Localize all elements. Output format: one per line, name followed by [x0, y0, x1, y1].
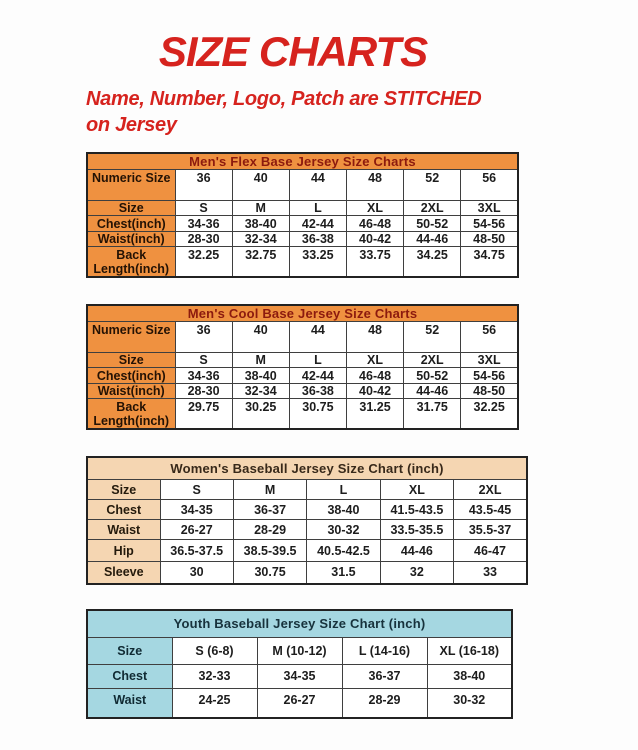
size-table — [86, 456, 528, 585]
size-table — [86, 609, 513, 720]
table-row — [87, 480, 527, 500]
size-value-cell: 34.25 — [404, 247, 461, 278]
table-title: Women's Baseball Jersey Size Chart (inch) — [87, 457, 527, 480]
table-title: Men's Cool Base Jersey Size Charts — [87, 305, 518, 322]
size-value-cell: 32.25 — [461, 399, 518, 430]
size-value-cell: 30.75 — [289, 399, 346, 430]
size-value-cell: 36-37 — [233, 500, 306, 520]
table-row — [87, 500, 527, 520]
size-value-cell: 50-52 — [404, 216, 461, 232]
size-value-cell: 38-40 — [427, 664, 512, 688]
row-label: Size — [87, 480, 160, 500]
table-row — [87, 368, 518, 384]
size-table — [86, 152, 519, 278]
size-value-cell: XL — [380, 480, 453, 500]
size-value-cell: S — [160, 480, 233, 500]
size-value-cell: 29.75 — [175, 399, 232, 430]
table-row — [87, 399, 518, 430]
size-value-cell: 34-36 — [175, 368, 232, 384]
size-value-cell: 50-52 — [404, 368, 461, 384]
size-value-cell: 32-34 — [232, 232, 289, 247]
size-value-cell: M — [232, 353, 289, 368]
size-value-cell: 34-35 — [160, 500, 233, 520]
table-title: Youth Baseball Jersey Size Chart (inch) — [87, 610, 512, 638]
size-value-cell: 43.5-45 — [454, 500, 527, 520]
size-value-cell: 36.5-37.5 — [160, 540, 233, 562]
size-value-cell: 26-27 — [160, 520, 233, 540]
table-row — [87, 353, 518, 368]
size-value-cell: 32 — [380, 562, 453, 584]
size-value-cell: 33 — [454, 562, 527, 584]
size-value-cell: 54-56 — [461, 216, 518, 232]
row-label: Waist — [87, 520, 160, 540]
size-value-cell: 28-29 — [233, 520, 306, 540]
size-value-cell: 46-48 — [346, 216, 403, 232]
table-youth-baseball-jersey — [86, 609, 528, 720]
row-label: Waist — [87, 688, 172, 718]
size-value-cell: 33.5-35.5 — [380, 520, 453, 540]
size-value-cell: 28-30 — [175, 384, 232, 399]
table-mens-flex-base-jersey — [86, 152, 528, 278]
size-value-cell: 42-44 — [289, 216, 346, 232]
row-label: Back Length(inch) — [87, 399, 175, 430]
row-label: Size — [87, 201, 175, 216]
row-label: Back Length(inch) — [87, 247, 175, 278]
size-value-cell: 52 — [404, 322, 461, 353]
subtitle-line-2: on Jersey — [86, 114, 177, 137]
size-value-cell: 34-35 — [257, 664, 342, 688]
size-value-cell: 40 — [232, 170, 289, 201]
size-value-cell: 56 — [461, 322, 518, 353]
size-value-cell: 36-37 — [342, 664, 427, 688]
size-value-cell: 48-50 — [461, 384, 518, 399]
size-value-cell: M — [232, 201, 289, 216]
size-value-cell: 46-47 — [454, 540, 527, 562]
row-label: Numeric Size — [87, 170, 175, 201]
size-value-cell: 33.75 — [346, 247, 403, 278]
size-value-cell: 34-36 — [175, 216, 232, 232]
size-value-cell: S — [175, 353, 232, 368]
size-value-cell: 36-38 — [289, 232, 346, 247]
subtitle-line-1: Name, Number, Logo, Patch are STITCHED — [86, 88, 482, 111]
size-value-cell: 32-33 — [172, 664, 257, 688]
size-value-cell: 30 — [160, 562, 233, 584]
size-value-cell: 44 — [289, 170, 346, 201]
size-value-cell: 3XL — [461, 353, 518, 368]
size-value-cell: 24-25 — [172, 688, 257, 718]
row-label: Sleeve — [87, 562, 160, 584]
table-row — [87, 540, 527, 562]
row-label: Chest — [87, 500, 160, 520]
size-value-cell: 32.75 — [232, 247, 289, 278]
size-value-cell: 3XL — [461, 201, 518, 216]
row-label: Chest(inch) — [87, 216, 175, 232]
table-row — [87, 637, 512, 664]
size-value-cell: 34.75 — [461, 247, 518, 278]
table-row — [87, 562, 527, 584]
size-value-cell: 2XL — [454, 480, 527, 500]
size-value-cell: 31.25 — [346, 399, 403, 430]
table-row — [87, 520, 527, 540]
table-row — [87, 322, 518, 353]
row-label: Size — [87, 353, 175, 368]
size-value-cell: 31.5 — [307, 562, 380, 584]
row-label: Waist(inch) — [87, 384, 175, 399]
size-value-cell: 30-32 — [307, 520, 380, 540]
table-row — [87, 170, 518, 201]
table-row — [87, 216, 518, 232]
size-value-cell: L — [307, 480, 380, 500]
size-value-cell: 30-32 — [427, 688, 512, 718]
row-label: Chest(inch) — [87, 368, 175, 384]
table-row — [87, 688, 512, 718]
size-value-cell: S — [175, 201, 232, 216]
page-title: SIZE CHARTS — [158, 28, 428, 75]
size-value-cell: 32.25 — [175, 247, 232, 278]
size-value-cell: 33.25 — [289, 247, 346, 278]
size-value-cell: 2XL — [404, 353, 461, 368]
size-value-cell: 48 — [346, 170, 403, 201]
row-label: Chest — [87, 664, 172, 688]
size-value-cell: M — [233, 480, 306, 500]
size-value-cell: 40-42 — [346, 384, 403, 399]
size-value-cell: 28-30 — [175, 232, 232, 247]
size-value-cell: L — [289, 353, 346, 368]
size-value-cell: 38-40 — [307, 500, 380, 520]
size-table — [86, 304, 519, 430]
size-value-cell: 44 — [289, 322, 346, 353]
size-value-cell: XL (16-18) — [427, 637, 512, 664]
row-label: Numeric Size — [87, 322, 175, 353]
size-value-cell: 36 — [175, 322, 232, 353]
size-value-cell: 35.5-37 — [454, 520, 527, 540]
table-row — [87, 201, 518, 216]
table-title: Men's Flex Base Jersey Size Charts — [87, 153, 518, 170]
size-value-cell: 56 — [461, 170, 518, 201]
size-value-cell: 42-44 — [289, 368, 346, 384]
size-value-cell: 40.5-42.5 — [307, 540, 380, 562]
size-value-cell: 41.5-43.5 — [380, 500, 453, 520]
page-subtitle — [86, 86, 528, 138]
table-row — [87, 247, 518, 278]
size-value-cell: M (10-12) — [257, 637, 342, 664]
size-value-cell: L (14-16) — [342, 637, 427, 664]
row-label: Hip — [87, 540, 160, 562]
size-value-cell: 31.75 — [404, 399, 461, 430]
size-value-cell: 28-29 — [342, 688, 427, 718]
table-row — [87, 384, 518, 399]
size-value-cell: 38.5-39.5 — [233, 540, 306, 562]
size-value-cell: 30.25 — [232, 399, 289, 430]
size-value-cell: S (6-8) — [172, 637, 257, 664]
table-mens-cool-base-jersey — [86, 304, 528, 430]
size-value-cell: 36 — [175, 170, 232, 201]
size-value-cell: 48 — [346, 322, 403, 353]
size-value-cell: 44-46 — [404, 232, 461, 247]
size-value-cell: L — [289, 201, 346, 216]
table-row — [87, 664, 512, 688]
size-value-cell: 44-46 — [380, 540, 453, 562]
size-value-cell: 32-34 — [232, 384, 289, 399]
size-value-cell: 54-56 — [461, 368, 518, 384]
size-value-cell: 2XL — [404, 201, 461, 216]
size-value-cell: 46-48 — [346, 368, 403, 384]
size-value-cell: XL — [346, 353, 403, 368]
size-value-cell: 30.75 — [233, 562, 306, 584]
size-value-cell: 44-46 — [404, 384, 461, 399]
size-value-cell: 36-38 — [289, 384, 346, 399]
size-value-cell: 48-50 — [461, 232, 518, 247]
table-row — [87, 232, 518, 247]
row-label: Size — [87, 637, 172, 664]
size-value-cell: 40-42 — [346, 232, 403, 247]
size-value-cell: 52 — [404, 170, 461, 201]
size-value-cell: 40 — [232, 322, 289, 353]
size-value-cell: 38-40 — [232, 368, 289, 384]
size-value-cell: 26-27 — [257, 688, 342, 718]
size-value-cell: 38-40 — [232, 216, 289, 232]
table-womens-baseball-jersey — [86, 456, 528, 585]
size-value-cell: XL — [346, 201, 403, 216]
row-label: Waist(inch) — [87, 232, 175, 247]
